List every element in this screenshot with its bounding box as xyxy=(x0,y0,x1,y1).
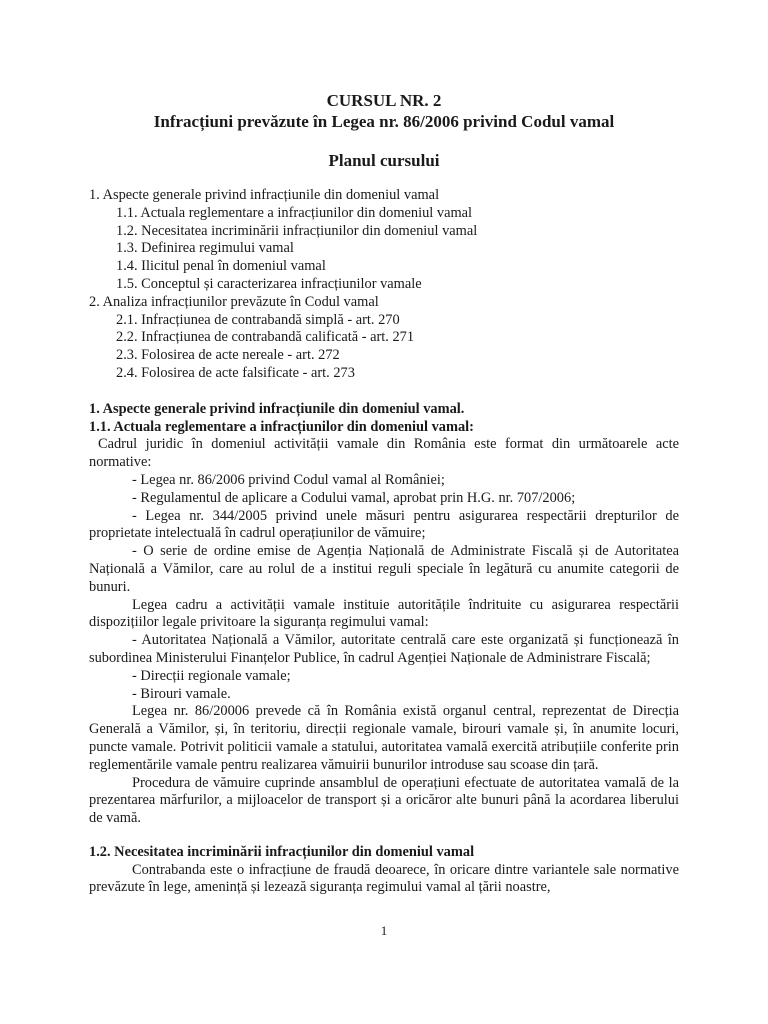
paragraph: Cadrul juridic în domeniul activității vamale din România este format din următoarele acte normative: xyxy=(89,436,679,471)
toc-item: 1.5. Conceptul și caracterizarea infracțiunilor vamale xyxy=(116,275,422,292)
paragraph: Legea nr. 86/20006 prevede că în România există organul central, reprezentat de Direcția Generală a Vămilor, și, în teritoriu, direcții regionale vamale, birouri vamale și, în anumite locuri, puncte vamale. Potrivit politicii vamale a statului, autoritatea vamală exercită atribuțiile conferite prin reglementările vamale pentru realizarea vămuirii bunurilor introduse sau scoase din țară. xyxy=(89,703,679,773)
list-item: - Legea nr. 344/2005 privind unele măsuri pentru asigurarea respectării drepturilor de proprietate intelectuală în cadrul operațiunilor de vămuire; xyxy=(89,507,679,542)
paragraph: Procedura de vămuire cuprinde ansamblul de operațiuni efectuate de autoritatea vamală de la prezentarea mărfurilor, a mijloacelor de transport și a oricăror alte bunuri până la acordarea liberului de vamă. xyxy=(89,774,679,827)
list-item: - Direcții regionale vamale; xyxy=(132,667,291,684)
course-title: CURSUL NR. 2 xyxy=(326,91,442,110)
toc-item: 2.4. Folosirea de acte falsificate - art. 273 xyxy=(116,364,355,381)
toc-item: 1.1. Actuala reglementare a infracțiunilor din domeniul vamal xyxy=(116,204,473,221)
toc-item: 1.2. Necesitatea incriminării infracțiunilor din domeniul vamal xyxy=(116,222,478,239)
toc-item: 2.2. Infracțiunea de contrabandă calificată - art. 271 xyxy=(116,329,415,346)
page-number: 1 xyxy=(380,923,388,938)
toc-item: 2.1. Infracțiunea de contrabandă simplă - art. 270 xyxy=(116,311,400,328)
subsection-heading: 1.2. Necesitatea incriminării infracțiunilor din domeniul vamal xyxy=(89,843,475,860)
subsection-heading: 1.1. Actuala reglementare a infracțiunilor din domeniul vamal: xyxy=(89,418,474,435)
toc-item: 1.4. Ilicitul penal în domeniul vamal xyxy=(116,258,326,275)
document-page xyxy=(89,90,679,897)
toc-item: 1.3. Definirea regimului vamal xyxy=(116,240,294,257)
toc-item: 1. Aspecte generale privind infracțiunile din domeniul vamal xyxy=(89,187,440,203)
course-subtitle: Infracțiuni prevăzute în Legea nr. 86/2006 privind Codul vamal xyxy=(153,112,615,131)
toc-item: 2. Analiza infracțiunilor prevăzute în Codul vamal xyxy=(89,293,379,310)
table-of-contents xyxy=(89,187,679,383)
toc-item: 2.3. Folosirea de acte nereale - art. 272 xyxy=(116,347,340,364)
list-item: - Legea nr. 86/2006 privind Codul vamal al României; xyxy=(132,471,445,488)
list-item: - Autoritatea Națională a Vămilor, autoritate centrală care este organizată și funcționează în subordinea Ministerului Finanțelor Publice, în cadrul Agenției Naționale de Administrare Fiscală; xyxy=(89,632,679,666)
list-item: - Regulamentul de aplicare a Codului vamal, aprobat prin H.G. nr. 707/2006; xyxy=(132,489,576,506)
plan-title: Planul cursului xyxy=(328,151,440,170)
section-heading: 1. Aspecte generale privind infracțiunile din domeniul vamal. xyxy=(89,400,465,417)
paragraph: Legea cadru a activității vamale instituie autoritățile îndrituite cu asigurarea respectării dispozițiilor legale privitoare la siguranța regimului vamal: xyxy=(89,596,679,631)
paragraph: Contrabanda este o infracțiune de fraudă deoarece, în oricare dintre variantele sale normative prevăzute în lege, amenință și lezează siguranța regimului vamal al țării noastre, xyxy=(89,861,679,896)
list-item: - Birouri vamale. xyxy=(132,685,231,702)
list-item: - O serie de ordine emise de Agenția Națională de Administrate Fiscală și de Autoritatea Națională a Vămilor, care au rolul de a institui reguli speciale în legătură cu anumite categorii de bunuri. xyxy=(89,543,679,595)
